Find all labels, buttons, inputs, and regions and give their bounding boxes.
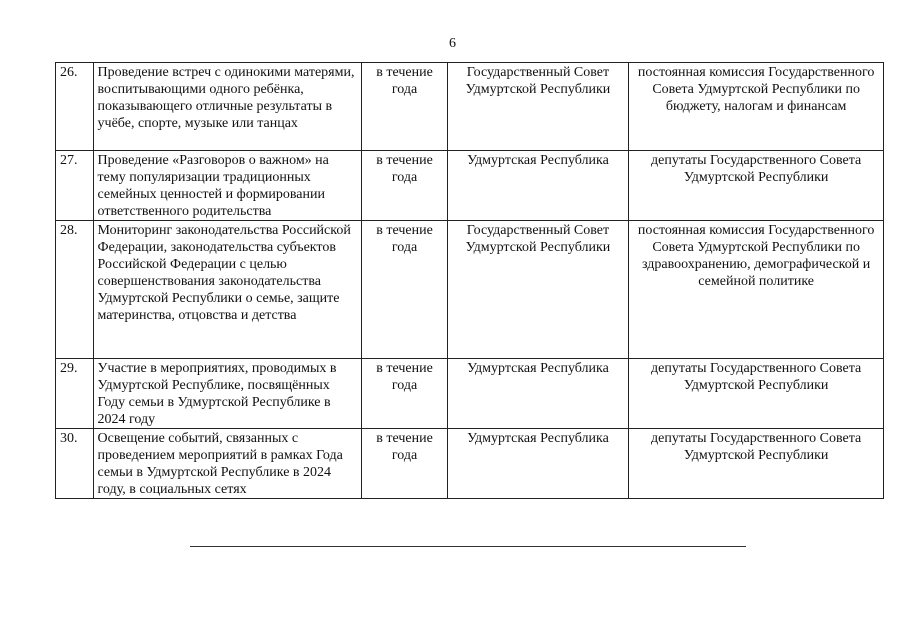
event-responsible: постоянная комиссия Государственного Совета Удмуртской Республики по бюджету, налогам и финансам — [629, 63, 884, 151]
row-number: 27. — [56, 151, 94, 221]
page-number: 6 — [449, 36, 456, 51]
table-row — [56, 151, 884, 221]
table-row — [56, 221, 884, 359]
event-title: Мониторинг законодательства Российской Федерации, законодательства субъектов Российской Федерации с целью совершенствования законодательства Удмуртской Республики о семье, защите материнства, отцовства и детства — [93, 221, 362, 359]
row-number: 30. — [56, 429, 94, 499]
table-row — [56, 429, 884, 499]
event-executor: Удмуртская Республика — [447, 359, 629, 429]
event-term: в течение года — [362, 429, 447, 499]
event-responsible: депутаты Государственного Совета Удмуртской Республики — [629, 359, 884, 429]
event-title: Освещение событий, связанных с проведением мероприятий в рамках Года семьи в Удмуртской Республике в 2024 году, в социальных сетях — [93, 429, 362, 499]
event-term: в течение года — [362, 151, 447, 221]
event-responsible: депутаты Государственного Совета Удмуртской Республики — [629, 151, 884, 221]
event-title: Участие в мероприятиях, проводимых в Удмуртской Республике, посвящённых Году семьи в Удмуртской Республике в 2024 году — [93, 359, 362, 429]
event-executor: Удмуртская Республика — [447, 429, 629, 499]
row-number: 26. — [56, 63, 94, 151]
table-row — [56, 63, 884, 151]
event-executor: Государственный Совет Удмуртской Республики — [447, 221, 629, 359]
event-term: в течение года — [362, 359, 447, 429]
row-number: 28. — [56, 221, 94, 359]
event-term: в течение года — [362, 63, 447, 151]
end-divider-line — [190, 546, 746, 547]
event-title: Проведение встреч с одинокими матерями, воспитывающими одного ребёнка, показывающего отличные результаты в учёбе, спорте, музыке или танцах — [93, 63, 362, 151]
row-number: 29. — [56, 359, 94, 429]
table-row — [56, 359, 884, 429]
event-responsible: постоянная комиссия Государственного Совета Удмуртской Республики по здравоохранению, демографической и семейной политике — [629, 221, 884, 359]
event-responsible: депутаты Государственного Совета Удмуртской Республики — [629, 429, 884, 499]
event-executor: Государственный Совет Удмуртской Республики — [447, 63, 629, 151]
event-term: в течение года — [362, 221, 447, 359]
event-title: Проведение «Разговоров о важном» на тему популяризации традиционных семейных ценностей и формировании ответственного родительства — [93, 151, 362, 221]
event-executor: Удмуртская Республика — [447, 151, 629, 221]
plan-table — [55, 62, 884, 499]
